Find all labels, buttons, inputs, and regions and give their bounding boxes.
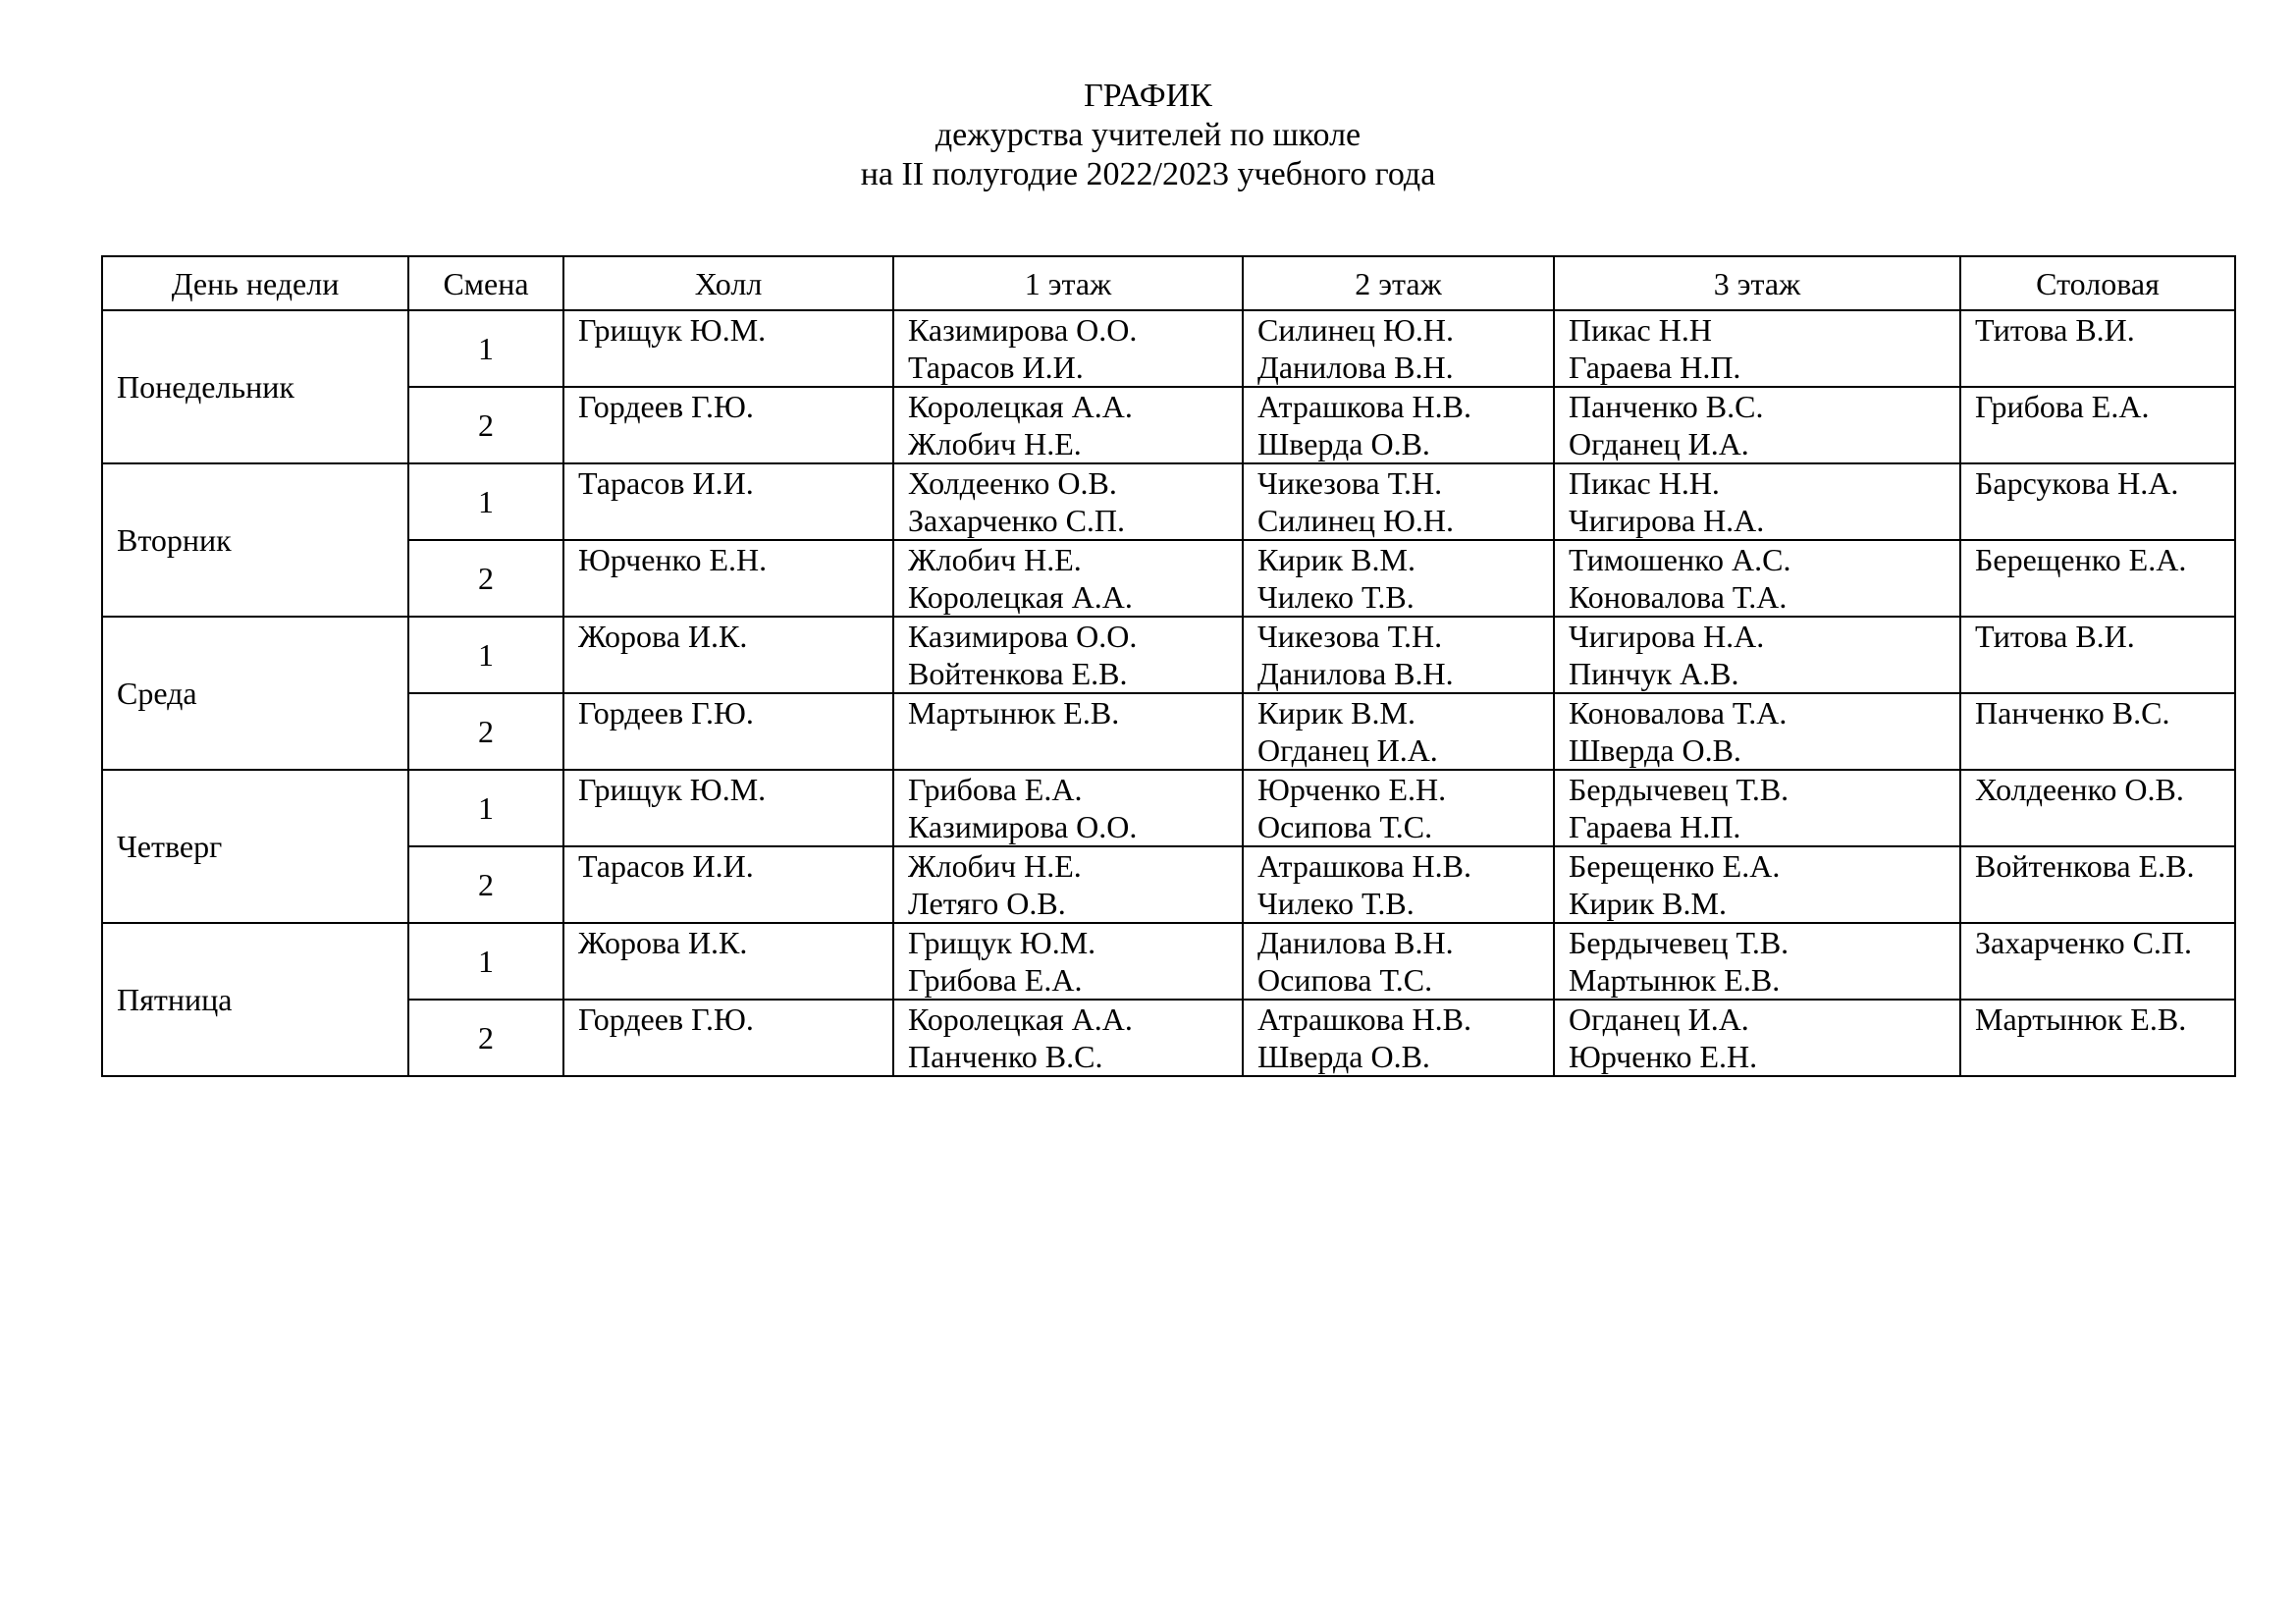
teacher-name: Войтенкова Е.В. — [1975, 848, 2195, 884]
teacher-name: Пинчук А.В. — [1569, 656, 1739, 691]
table-body — [102, 310, 2235, 1076]
teacher-name: Атрашкова Н.В. — [1257, 1001, 1471, 1037]
teacher-name: Атрашкова Н.В. — [1257, 389, 1471, 424]
floor-3-cell — [1554, 846, 1960, 923]
hall-cell — [563, 770, 893, 846]
teacher-name: Войтенкова Е.В. — [908, 656, 1128, 691]
teacher-name: Шверда О.В. — [1257, 426, 1430, 461]
teacher-name: Силинец Ю.Н. — [1257, 503, 1455, 538]
shift-cell: 1 — [408, 770, 563, 846]
teacher-name: Тимошенко А.С. — [1569, 542, 1791, 577]
teacher-name: Жорова И.К. — [578, 925, 748, 960]
teacher-name: Пикас Н.Н. — [1569, 465, 1720, 501]
teacher-name: Летяго О.В. — [908, 886, 1066, 921]
teacher-name: Чилеко Т.В. — [1257, 886, 1415, 921]
hall-cell — [563, 617, 893, 693]
teacher-name: Бердычевец Т.В. — [1569, 925, 1789, 960]
day-cell: Среда — [102, 617, 408, 770]
teacher-name: Жлобич Н.Е. — [908, 426, 1082, 461]
teacher-name: Коновалова Т.А. — [1569, 695, 1788, 731]
teacher-name: Королецкая А.А. — [908, 1001, 1133, 1037]
teacher-name: Тарасов И.И. — [908, 350, 1084, 385]
teacher-name: Грибова Е.А. — [1975, 389, 2150, 424]
document-title: ГРАФИК — [1084, 78, 1212, 114]
column-header-floor-3: 3 этаж — [1554, 256, 1960, 310]
duty-schedule-table — [101, 255, 2236, 1077]
teacher-name: Чикезова Т.Н. — [1257, 465, 1443, 501]
day-cell: Пятница — [102, 923, 408, 1076]
teacher-name: Грибова Е.А. — [908, 962, 1083, 998]
teacher-name: Казимирова О.О. — [908, 619, 1138, 654]
hall-cell — [563, 846, 893, 923]
teacher-name: Бердычевец Т.В. — [1569, 772, 1789, 807]
teacher-name: Юрченко Е.Н. — [578, 542, 768, 577]
teacher-name: Кирик В.М. — [1569, 886, 1727, 921]
floor-2-cell — [1243, 540, 1554, 617]
floor-2-cell — [1243, 693, 1554, 770]
teacher-name: Грищук Ю.М. — [908, 925, 1096, 960]
teacher-name: Захарченко С.П. — [908, 503, 1126, 538]
floor-3-cell — [1554, 310, 1960, 387]
day-cell: Вторник — [102, 463, 408, 617]
day-cell: Четверг — [102, 770, 408, 923]
teacher-name: Чигирова Н.А. — [1569, 619, 1765, 654]
teacher-name: Панченко В.С. — [1975, 695, 2170, 731]
teacher-name: Панченко В.С. — [1569, 389, 1764, 424]
floor-3-cell — [1554, 770, 1960, 846]
teacher-name: Данилова В.Н. — [1257, 656, 1454, 691]
hall-cell — [563, 1000, 893, 1076]
teacher-name: Чикезова Т.Н. — [1257, 619, 1443, 654]
teacher-name: Огданец И.А. — [1569, 426, 1749, 461]
teacher-name: Королецкая А.А. — [908, 389, 1133, 424]
teacher-name: Данилова В.Н. — [1257, 350, 1454, 385]
table-row — [102, 923, 2235, 1000]
canteen-cell — [1960, 1000, 2235, 1076]
teacher-name: Панченко В.С. — [908, 1039, 1103, 1074]
column-header-shift: Смена — [408, 256, 563, 310]
teacher-name: Тарасов И.И. — [578, 465, 754, 501]
teacher-name: Холдеенко О.В. — [1975, 772, 2184, 807]
canteen-cell — [1960, 310, 2235, 387]
floor-3-cell — [1554, 387, 1960, 463]
floor-2-cell — [1243, 617, 1554, 693]
canteen-cell — [1960, 540, 2235, 617]
column-header-floor-2: 2 этаж — [1243, 256, 1554, 310]
floor-1-cell — [893, 387, 1243, 463]
floor-1-cell — [893, 770, 1243, 846]
table-row — [102, 770, 2235, 846]
teacher-name: Гараева Н.П. — [1569, 809, 1741, 844]
teacher-name: Берещенко Е.А. — [1569, 848, 1781, 884]
teacher-name: Титова В.И. — [1975, 312, 2135, 348]
teacher-name: Жлобич Н.Е. — [908, 848, 1082, 884]
shift-cell: 2 — [408, 540, 563, 617]
floor-2-cell — [1243, 1000, 1554, 1076]
floor-3-cell — [1554, 1000, 1960, 1076]
teacher-name: Мартынюк Е.В. — [1975, 1001, 2187, 1037]
teacher-name: Огданец И.А. — [1257, 732, 1438, 768]
shift-cell: 1 — [408, 923, 563, 1000]
teacher-name: Гордеев Г.Ю. — [578, 1001, 754, 1037]
canteen-cell — [1960, 463, 2235, 540]
floor-2-cell — [1243, 923, 1554, 1000]
floor-3-cell — [1554, 617, 1960, 693]
floor-2-cell — [1243, 846, 1554, 923]
shift-cell: 2 — [408, 387, 563, 463]
column-header-canteen: Столовая — [1960, 256, 2235, 310]
floor-1-cell — [893, 693, 1243, 770]
floor-1-cell — [893, 617, 1243, 693]
column-header-day: День недели — [102, 256, 408, 310]
teacher-name: Гордеев Г.Ю. — [578, 389, 754, 424]
table-row — [102, 463, 2235, 540]
teacher-name: Королецкая А.А. — [908, 579, 1133, 615]
hall-cell — [563, 387, 893, 463]
teacher-name: Чигирова Н.А. — [1569, 503, 1765, 538]
floor-1-cell — [893, 923, 1243, 1000]
floor-1-cell — [893, 310, 1243, 387]
canteen-cell — [1960, 770, 2235, 846]
teacher-name: Юрченко Е.Н. — [1257, 772, 1447, 807]
day-cell: Понедельник — [102, 310, 408, 463]
document-period: на II полугодие 2022/2023 учебного года — [860, 156, 1436, 192]
floor-1-cell — [893, 1000, 1243, 1076]
shift-cell: 2 — [408, 846, 563, 923]
teacher-name: Жорова И.К. — [578, 619, 748, 654]
teacher-name: Осипова Т.С. — [1257, 809, 1433, 844]
shift-cell: 1 — [408, 617, 563, 693]
hall-cell — [563, 923, 893, 1000]
column-header-hall: Холл — [563, 256, 893, 310]
floor-1-cell — [893, 540, 1243, 617]
canteen-cell — [1960, 617, 2235, 693]
teacher-name: Огданец И.А. — [1569, 1001, 1749, 1037]
canteen-cell — [1960, 693, 2235, 770]
teacher-name: Шверда О.В. — [1569, 732, 1741, 768]
shift-cell: 1 — [408, 463, 563, 540]
title-block — [0, 77, 2296, 194]
hall-cell — [563, 693, 893, 770]
teacher-name: Казимирова О.О. — [908, 312, 1138, 348]
teacher-name: Шверда О.В. — [1257, 1039, 1430, 1074]
floor-1-cell — [893, 463, 1243, 540]
shift-cell: 2 — [408, 1000, 563, 1076]
teacher-name: Жлобич Н.Е. — [908, 542, 1082, 577]
floor-3-cell — [1554, 463, 1960, 540]
teacher-name: Захарченко С.П. — [1975, 925, 2193, 960]
floor-1-cell — [893, 846, 1243, 923]
teacher-name: Берещенко Е.А. — [1975, 542, 2187, 577]
floor-3-cell — [1554, 923, 1960, 1000]
canteen-cell — [1960, 923, 2235, 1000]
teacher-name: Кирик В.М. — [1257, 542, 1415, 577]
canteen-cell — [1960, 846, 2235, 923]
teacher-name: Чилеко Т.В. — [1257, 579, 1415, 615]
header-row — [102, 256, 2235, 310]
table-row — [102, 617, 2235, 693]
teacher-name: Атрашкова Н.В. — [1257, 848, 1471, 884]
shift-cell: 2 — [408, 693, 563, 770]
teacher-name: Тарасов И.И. — [578, 848, 754, 884]
table-row — [102, 1000, 2235, 1076]
teacher-name: Силинец Ю.Н. — [1257, 312, 1455, 348]
teacher-name: Гордеев Г.Ю. — [578, 695, 754, 731]
teacher-name: Грищук Ю.М. — [578, 312, 767, 348]
table-row — [102, 846, 2235, 923]
teacher-name: Барсукова Н.А. — [1975, 465, 2179, 501]
teacher-name: Данилова В.Н. — [1257, 925, 1454, 960]
teacher-name: Юрченко Е.Н. — [1569, 1039, 1758, 1074]
table-header — [102, 256, 2235, 310]
hall-cell — [563, 463, 893, 540]
floor-2-cell — [1243, 387, 1554, 463]
teacher-name: Коновалова Т.А. — [1569, 579, 1788, 615]
table-row — [102, 693, 2235, 770]
table-row — [102, 310, 2235, 387]
hall-cell — [563, 540, 893, 617]
table-row — [102, 387, 2235, 463]
teacher-name: Холдеенко О.В. — [908, 465, 1117, 501]
floor-2-cell — [1243, 770, 1554, 846]
table-row — [102, 540, 2235, 617]
teacher-name: Пикас Н.Н — [1569, 312, 1712, 348]
teacher-name: Мартынюк Е.В. — [908, 695, 1120, 731]
floor-2-cell — [1243, 463, 1554, 540]
teacher-name: Грибова Е.А. — [908, 772, 1083, 807]
document-subtitle: дежурства учителей по школе — [934, 117, 1362, 153]
teacher-name: Грищук Ю.М. — [578, 772, 767, 807]
teacher-name: Мартынюк Е.В. — [1569, 962, 1781, 998]
floor-2-cell — [1243, 310, 1554, 387]
teacher-name: Казимирова О.О. — [908, 809, 1138, 844]
hall-cell — [563, 310, 893, 387]
teacher-name: Осипова Т.С. — [1257, 962, 1433, 998]
teacher-name: Титова В.И. — [1975, 619, 2135, 654]
teacher-name: Гараева Н.П. — [1569, 350, 1741, 385]
teacher-name: Кирик В.М. — [1257, 695, 1415, 731]
shift-cell: 1 — [408, 310, 563, 387]
column-header-floor-1: 1 этаж — [893, 256, 1243, 310]
floor-3-cell — [1554, 540, 1960, 617]
floor-3-cell — [1554, 693, 1960, 770]
canteen-cell — [1960, 387, 2235, 463]
